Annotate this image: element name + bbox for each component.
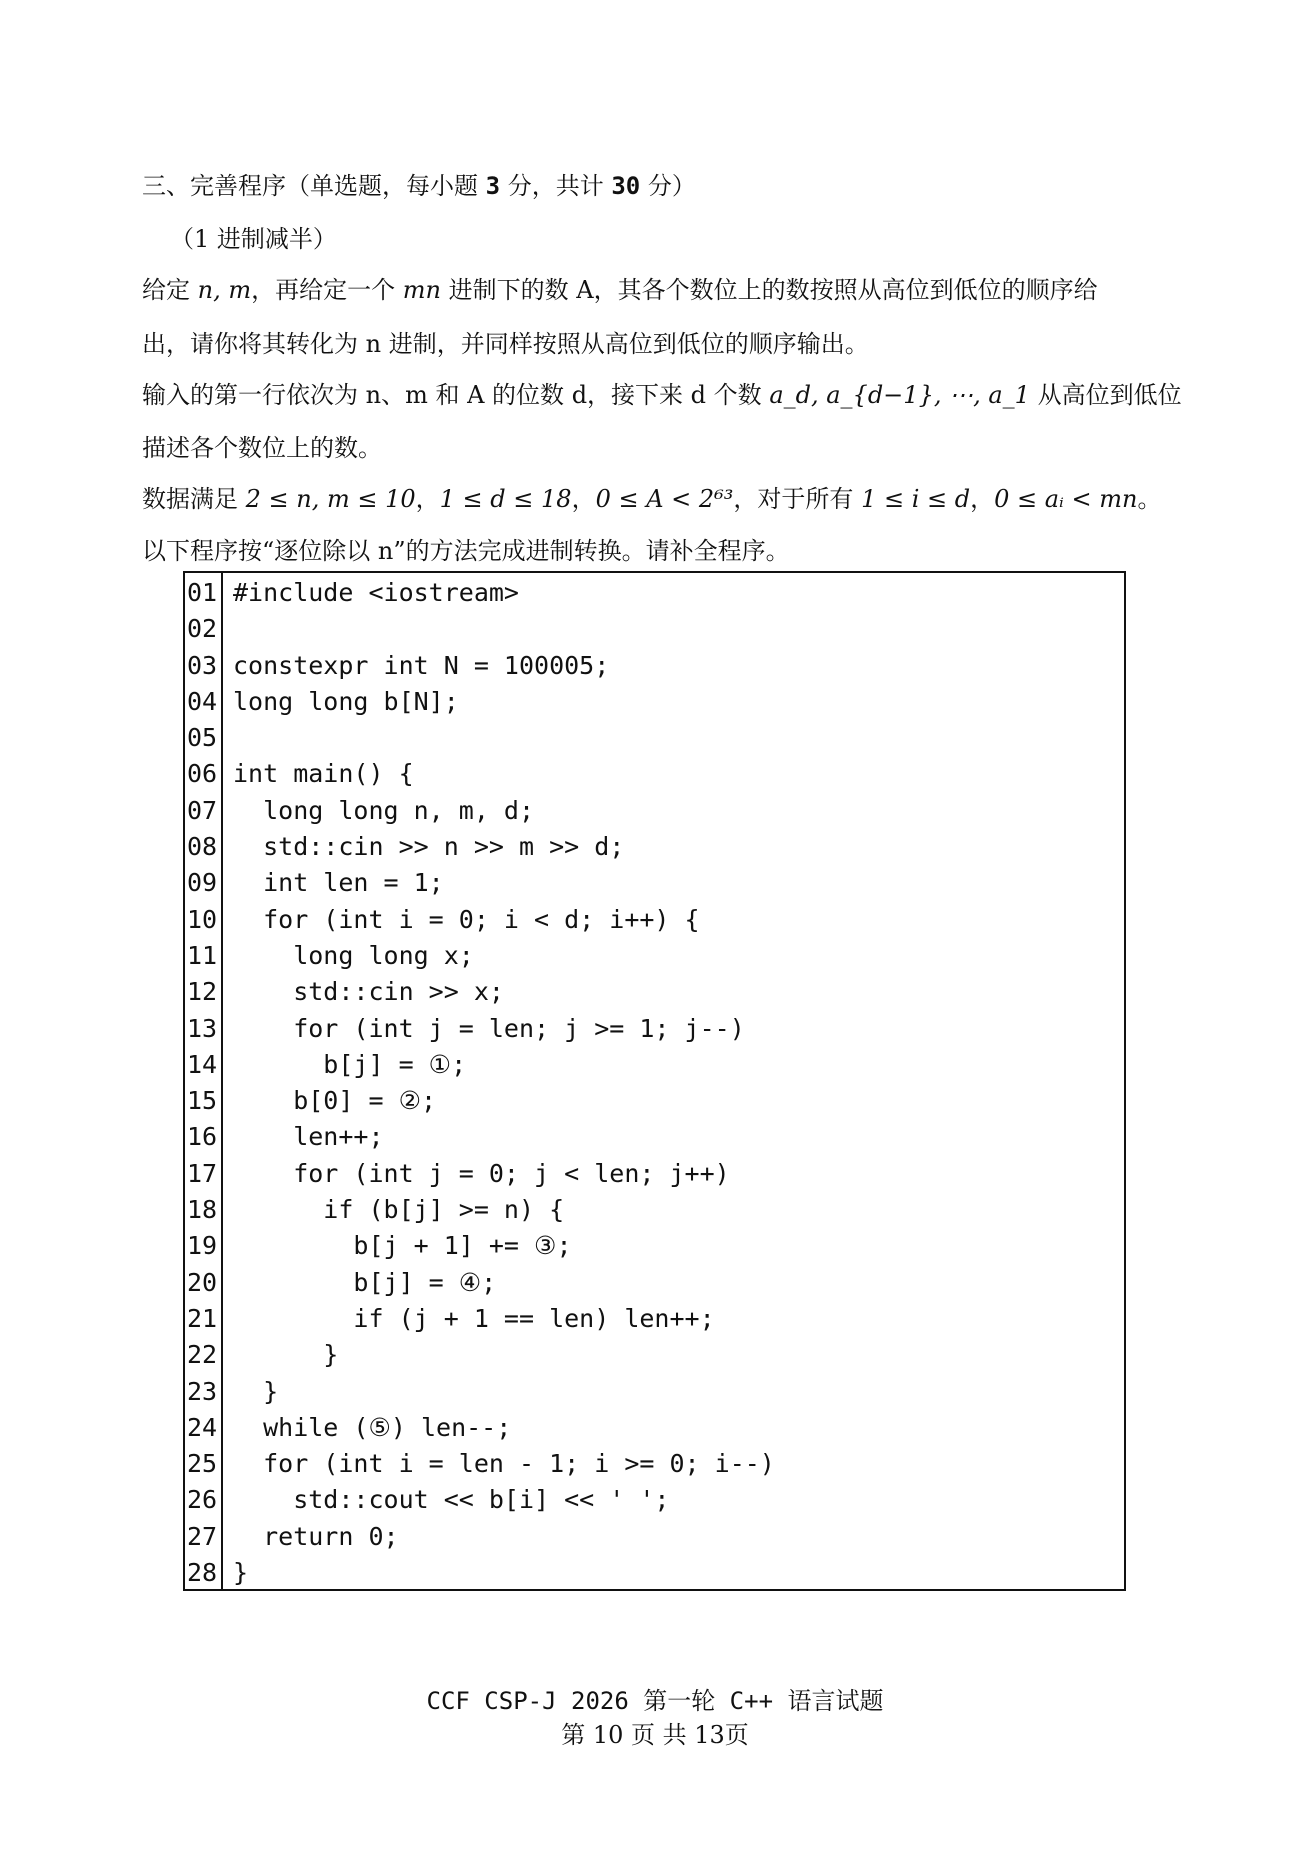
- code-text: int main() {: [233, 759, 414, 789]
- constraints-line: [142, 481, 1182, 517]
- footer-page-number: 第 10 页 共 13页: [561, 1721, 749, 1749]
- code-lines: [185, 573, 1124, 1591]
- line-number: 28: [187, 1558, 218, 1588]
- footer-exam-title: CCF CSP-J 2026 第一轮 C++ 语言试题: [426, 1687, 884, 1715]
- math-digit-sequence: a_d, a_{d−1}, ⋯, a_1: [769, 381, 1030, 409]
- problem-title: （1 进制减半）: [170, 225, 337, 253]
- code-text: return 0;: [233, 1521, 399, 1551]
- problem-statement-line-1: [142, 272, 1182, 308]
- code-line: [185, 1192, 1124, 1228]
- points-total: 30: [611, 172, 641, 200]
- line-number: 14: [187, 1049, 218, 1079]
- code-text: len++;: [233, 1122, 384, 1152]
- code-text: for (int i = 0; i < d; i++) {: [233, 904, 700, 934]
- line-number: 27: [187, 1521, 218, 1551]
- code-text: while (⑤) len--;: [233, 1412, 512, 1442]
- code-line: [185, 1083, 1124, 1119]
- code-line: [185, 1011, 1124, 1047]
- line-number: 01: [187, 578, 218, 607]
- code-text: for (int j = len; j >= 1; j--): [233, 1013, 745, 1043]
- code-line: [185, 1156, 1124, 1192]
- section-heading-suffix: 分）: [640, 172, 696, 200]
- code-line: [185, 1374, 1124, 1410]
- line-number: 21: [187, 1303, 218, 1333]
- code-text: for (int i = len - 1; i >= 0; i--): [233, 1449, 775, 1479]
- code-line: [185, 1119, 1124, 1155]
- code-text: b[j] = ①;: [233, 1049, 467, 1079]
- text-fragment: ，: [415, 485, 440, 513]
- line-number: 22: [187, 1340, 218, 1370]
- text-fragment: 从高位到低位: [1029, 381, 1182, 409]
- code-line: [185, 1265, 1124, 1301]
- code-text: #include <iostream>: [233, 578, 519, 607]
- code-line: [185, 1228, 1124, 1264]
- code-line: [185, 720, 1124, 756]
- code-text: std::cin >> x;: [233, 977, 504, 1007]
- text-fragment: ，: [970, 485, 995, 513]
- line-number: 24: [187, 1412, 218, 1442]
- input-description-line-1: [142, 377, 1182, 413]
- math-mn: mn: [402, 276, 441, 304]
- code-text: b[0] = ②;: [233, 1086, 437, 1116]
- code-line: [185, 1410, 1124, 1446]
- line-number: 03: [187, 650, 218, 680]
- code-text: int len = 1;: [233, 868, 444, 898]
- line-number: 25: [187, 1449, 218, 1479]
- code-line: [185, 974, 1124, 1010]
- code-text: }: [233, 1376, 279, 1406]
- code-line: [185, 648, 1124, 684]
- code-text: }: [233, 1340, 339, 1370]
- code-text: for (int j = 0; j < len; j++): [233, 1158, 730, 1188]
- code-line: [185, 575, 1124, 611]
- code-line: [185, 756, 1124, 792]
- code-text: b[j] = ④;: [233, 1267, 497, 1297]
- math-constraint-d: 1 ≤ d ≤ 18: [439, 485, 572, 513]
- text-fragment: 数据满足: [142, 485, 246, 513]
- text-fragment: 进制下的数 A，其各个数位上的数按照从高位到低位的顺序给: [440, 276, 1098, 304]
- code-line: [185, 1555, 1124, 1591]
- line-number: 16: [187, 1122, 218, 1152]
- code-text: long long n, m, d;: [233, 795, 535, 825]
- line-number: 23: [187, 1376, 218, 1406]
- line-number: 20: [187, 1267, 218, 1297]
- points-each: 3: [485, 172, 501, 200]
- code-text: std::cin >> n >> m >> d;: [233, 832, 625, 862]
- section-heading-middle: 分，共计: [500, 172, 612, 200]
- text-fragment: 输入的第一行依次为 n、m 和 A 的位数 d，接下来 d 个数: [142, 381, 770, 409]
- math-n-m: n, m: [197, 276, 252, 304]
- code-line: [185, 1047, 1124, 1083]
- code-line: [185, 684, 1124, 720]
- line-number: 08: [187, 832, 218, 862]
- code-line: [185, 1519, 1124, 1555]
- text-fragment: ，对于所有: [733, 485, 862, 513]
- code-line: [185, 611, 1124, 647]
- line-number: 17: [187, 1158, 218, 1188]
- code-line: [185, 1301, 1124, 1337]
- text-fragment: 给定: [142, 276, 198, 304]
- code-text: long long b[N];: [233, 686, 459, 716]
- line-number: 02: [187, 614, 218, 644]
- code-text: long long x;: [233, 940, 474, 970]
- code-line: [185, 1337, 1124, 1373]
- line-number: 15: [187, 1086, 218, 1116]
- code-text: if (j + 1 == len) len++;: [233, 1303, 715, 1333]
- section-heading-prefix: 三、完善程序（单选题，每小题: [142, 172, 486, 200]
- code-listing: [183, 571, 1126, 1591]
- method-description: 以下程序按“逐位除以 n”的方法完成进制转换。请补全程序。: [142, 537, 790, 565]
- line-number: 05: [187, 723, 218, 753]
- line-number: 07: [187, 795, 218, 825]
- line-number: 10: [187, 904, 218, 934]
- line-number: 19: [187, 1231, 218, 1261]
- line-number: 11: [187, 940, 218, 970]
- text-fragment: 。: [1137, 485, 1162, 513]
- code-text: }: [233, 1558, 249, 1588]
- code-line: [185, 938, 1124, 974]
- problem-statement-line-2: 出，请你将其转化为 n 进制，并同样按照从高位到低位的顺序输出。: [142, 330, 869, 358]
- math-constraint-nm: 2 ≤ n, m ≤ 10: [245, 485, 416, 513]
- code-text: constexpr int N = 100005;: [233, 650, 610, 680]
- code-text: b[j + 1] += ③;: [233, 1231, 572, 1261]
- math-constraint-a: 0 ≤ A < 2⁶³: [595, 485, 734, 513]
- code-text: if (b[j] >= n) {: [233, 1195, 565, 1225]
- code-line: [185, 793, 1124, 829]
- code-text: std::cout << b[i] << ' ';: [233, 1485, 670, 1515]
- line-number: 26: [187, 1485, 218, 1515]
- line-number: 12: [187, 977, 218, 1007]
- section-heading: [142, 168, 696, 204]
- math-constraint-i: 1 ≤ i ≤ d: [861, 485, 971, 513]
- line-number: 18: [187, 1195, 218, 1225]
- code-line: [185, 829, 1124, 865]
- code-line: [185, 1482, 1124, 1518]
- line-number: 09: [187, 868, 218, 898]
- code-line: [185, 902, 1124, 938]
- math-constraint-ai: 0 ≤ aᵢ < mn: [994, 485, 1138, 513]
- line-number: 04: [187, 686, 218, 716]
- line-number: 13: [187, 1013, 218, 1043]
- text-fragment: ，再给定一个: [251, 276, 403, 304]
- line-number: 06: [187, 759, 218, 789]
- input-description-line-2: 描述各个数位上的数。: [142, 434, 382, 462]
- code-line: [185, 865, 1124, 901]
- text-fragment: ，: [571, 485, 596, 513]
- code-line: [185, 1446, 1124, 1482]
